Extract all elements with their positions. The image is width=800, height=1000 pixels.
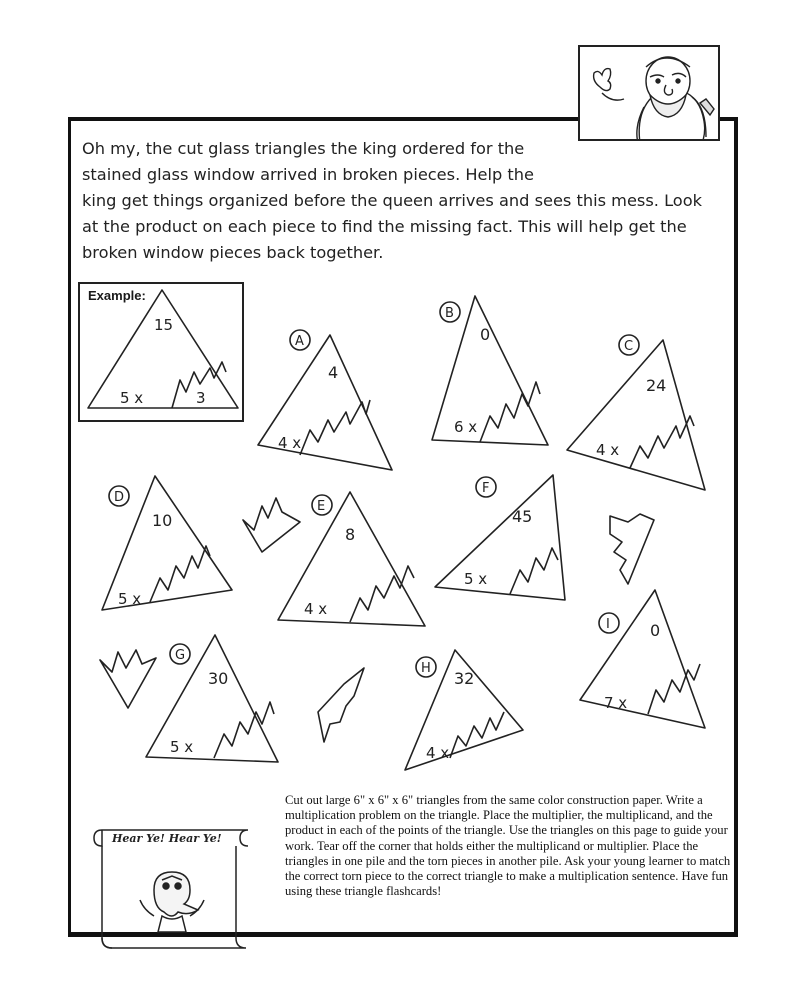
triangle-d-letter: D	[114, 490, 125, 505]
triangle-g	[146, 635, 278, 762]
example-triangle	[88, 290, 238, 408]
triangle-a-tear	[300, 400, 370, 455]
loose-piece-2	[610, 514, 654, 584]
example-missing: 3	[196, 389, 206, 407]
instructions-text: Cut out large 6" x 6" x 6" triangles from the same color construction paper. Write a multiplication problem on the triangle. Place the multiplier, the multiplicand, and the product in each of the points of the triangle. Use the triangles on this page to guide your work. Tear off the corner that holds either the multiplicand or multiplier. Place the triangles in one pile and the torn pieces in another pile. Ask your young learner to match the correct torn piece to the correct triangle to make a multiplication sentence. Have fun using these triangle flashcards!	[285, 793, 731, 899]
triangle-b-multiplier: 6 x	[454, 418, 478, 436]
triangle-e-letter: E	[317, 499, 326, 514]
triangle-d-multiplier: 5 x	[118, 590, 142, 608]
scroll-drawing	[92, 820, 250, 952]
triangle-i-tear	[648, 664, 700, 714]
intro-line-1: Oh my, the cut glass triangles the king ordered for the stained glass window arrived in broken pieces. Help the	[82, 139, 534, 184]
loose-piece-3	[100, 650, 156, 708]
triangle-i-letter: I	[606, 617, 610, 632]
herald-scroll	[92, 820, 250, 952]
triangle-a-product: 4	[328, 363, 339, 382]
triangle-d-product: 10	[152, 511, 173, 530]
triangle-g-tear	[214, 702, 274, 758]
triangle-h-product: 32	[454, 669, 475, 688]
loose-piece-1	[243, 498, 300, 552]
triangle-e-multiplier: 4 x	[304, 600, 328, 618]
triangle-c-product: 24	[646, 376, 667, 395]
triangle-i-multiplier: 7 x	[604, 694, 628, 712]
triangle-f-letter: F	[482, 481, 490, 496]
triangle-c-tear	[630, 416, 694, 468]
triangle-f-multiplier: 5 x	[464, 570, 488, 588]
triangle-g-product: 30	[208, 669, 229, 688]
triangle-f-tear	[510, 548, 558, 594]
triangle-d-tear	[150, 546, 210, 602]
triangle-g-multiplier: 5 x	[170, 738, 194, 756]
scroll-title: Hear Ye! Hear Ye!	[112, 832, 222, 845]
triangle-c-letter: C	[624, 339, 634, 354]
triangle-i	[580, 590, 705, 728]
triangle-a-multiplier: 4 x	[278, 434, 302, 452]
triangle-h-letter: H	[421, 661, 431, 676]
example-label: Example:	[88, 288, 146, 303]
loose-piece-4	[318, 668, 364, 742]
triangle-a-letter: A	[295, 334, 304, 349]
triangle-h-tear	[450, 712, 504, 758]
triangle-i-product: 0	[650, 621, 661, 640]
triangle-c	[567, 340, 705, 490]
triangle-f	[435, 475, 565, 600]
example-product: 15	[154, 316, 174, 334]
triangle-c-multiplier: 4 x	[596, 441, 620, 459]
triangle-b-letter: B	[445, 306, 454, 321]
triangle-e	[278, 492, 425, 626]
triangle-g-letter: G	[175, 648, 186, 663]
triangle-h-multiplier: 4 x	[426, 744, 450, 762]
intro-line-2: king get things organized before the queen arrives and sees this mess. Look at the product on each piece to find the missing fact. This will help get the broken window pieces back together.	[82, 191, 702, 262]
triangle-f-product: 45	[512, 507, 533, 526]
example-multiplier: 5 x	[120, 389, 144, 407]
triangle-b-product: 0	[480, 325, 491, 344]
triangle-e-product: 8	[345, 525, 356, 544]
triangle-e-tear	[350, 566, 414, 622]
